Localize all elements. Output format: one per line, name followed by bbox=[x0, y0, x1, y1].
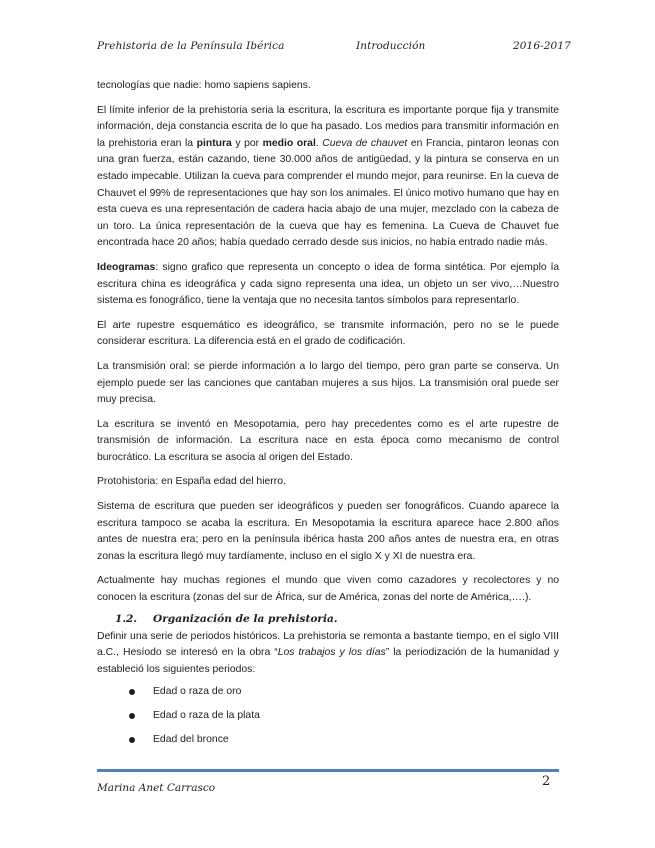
paragraph: Sistema de escritura que pueden ser ideográficos y pueden ser fonográficos. Cuando aparece la escritura tampoco se acaba la escritura. En Mesopotamia la escritura aparece hace 2.800 años antes de nuestra era; pero en la península ibérica hasta 200 años antes de nuestra era, en otras zonas la escritura llegó muy tardíamente, incluso en el siglo X y XI de nuestra era. bbox=[97, 501, 559, 562]
paragraph: Definir una serie de periodos históricos. La prehistoria se remonta a bastante tiempo, en el siglo VIII a.C., Hesíodo se interesó en la obra “Los trabajos y los días” la periodización de la humanidad y estableció los siguientes periodos: bbox=[97, 630, 559, 675]
bullet-icon bbox=[129, 737, 135, 743]
period-list bbox=[97, 684, 559, 756]
list-item: Edad o raza de oro bbox=[97, 684, 559, 708]
paragraph: La escritura se inventó en Mesopotamia, pero hay precedentes como es el arte rupestre de transmisión de información. La escritura nace en esta época como mecanismo de control burocrático. La escritura se asocia al origen del Estado. bbox=[97, 418, 559, 463]
section-heading bbox=[97, 611, 559, 629]
paragraph: Protohistoria: en España edad del hierro. bbox=[97, 476, 286, 488]
footer-divider bbox=[97, 769, 559, 772]
list-item: Edad del bronce bbox=[97, 732, 559, 756]
paragraph: La transmisión oral: se pierde información a lo largo del tiempo, pero gran parte se conserva. Un ejemplo puede ser las canciones que cantaban mujeres a sus hijos. La transmisión oral puede ser muy precisa. bbox=[97, 360, 559, 406]
list-item: Edad o raza de la plata bbox=[97, 708, 559, 732]
document-body bbox=[97, 78, 559, 756]
paragraph: Ideogramas: signo grafico que representa un concepto o idea de forma sintética. Por ejemplo la escritura china es ideográfica y cada signo representa una idea, un objeto un ser vivo,…Nuestro sistema es fonográfico, tiene la ventaja que no necesita tantos símbolos para representarlo. bbox=[97, 261, 559, 307]
section-number: 1.2. bbox=[115, 612, 138, 625]
bullet-icon bbox=[129, 689, 135, 695]
footer-author: Marina Anet Carrasco bbox=[97, 782, 216, 794]
section-title: Organización de la prehistoria. bbox=[153, 612, 338, 625]
paragraph: tecnologías que nadie: homo sapiens sapiens. bbox=[97, 80, 311, 91]
bullet-icon bbox=[129, 713, 135, 719]
paragraph: El límite inferior de la prehistoria seria la escritura, la escritura es importante porque fija y transmite información, deja constancia escrita de lo que ha pasado. Los medios para transmitir información en la prehistoria eran la pintura y por medio oral. Cueva de chauvet en Francia, pintaron leonas con una gran fuerza, están cazando, tiene 30.000 años de antigüedad, y la pintura se conserva en un estado impecable. Utilizan la cueva para comprender el mundo mejor, para reunirse. En la cueva de Chauvet el 99% de representaciones que hay son los animales. El único motivo humano que hay en esta cueva es una representación de cadera hacia abajo de una mujer, mezclado con la cabeza de un toro. La única representación de la cueva que hay es femenina. La Cueva de Chauvet fue encontrada hace 20 años; había quedado cerrado desde sus inicios, no había entrado nadie más. bbox=[97, 104, 559, 249]
page-number: 2 bbox=[542, 774, 551, 789]
paragraph: Actualmente hay muchas regiones el mundo que viven como cazadores y recolectores y no conocen la escritura (zonas del sur de África, sur de América, zonas del norte de América,….). bbox=[97, 575, 559, 604]
paragraph: El arte rupestre esquemático es ideográfico, se transmite información, pero no se le puede considerar escritura. La diferencia está en el grado de codificación. bbox=[97, 319, 559, 348]
header-academic-year: 2016-2017 bbox=[513, 40, 571, 52]
header-section-title: Introducción bbox=[356, 40, 426, 52]
header-course-title: Prehistoria de la Península Ibérica bbox=[97, 40, 285, 52]
